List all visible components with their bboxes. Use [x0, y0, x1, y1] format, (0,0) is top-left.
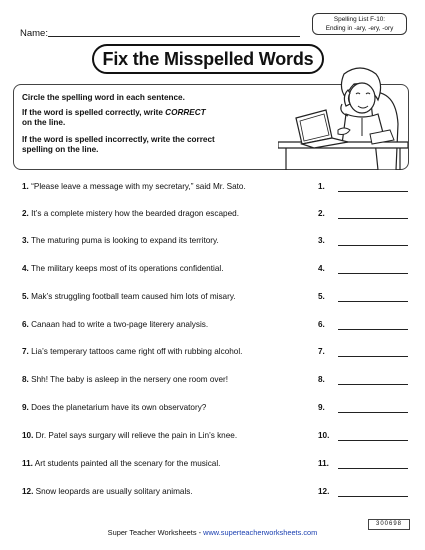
question-row: 1. “Please leave a message with my secretary,” said Mr. Sato. 1. — [22, 182, 408, 196]
answer-line[interactable] — [338, 273, 408, 274]
question-row: 4. The military keeps most of its operations confidential. 4. — [22, 264, 408, 278]
instruction-line-2: If the word is spelled correctly, write CORRECT — [22, 108, 206, 117]
question-row: 9. Does the planetarium have its own observatory? 9. — [22, 403, 408, 417]
answer-line[interactable] — [338, 440, 408, 441]
question-row: 6. Canaan had to write a two-page literery analysis. 6. — [22, 320, 408, 334]
question-row: 2. It’s a complete mistery how the bearded dragon escaped. 2. — [22, 209, 408, 223]
answer-line[interactable] — [338, 245, 408, 246]
question-row: 3. The maturing puma is looking to expand its territory. 3. — [22, 236, 408, 250]
answer-line[interactable] — [338, 218, 408, 219]
answer-line[interactable] — [338, 468, 408, 469]
answer-line[interactable] — [338, 496, 408, 497]
footer-brand: Super Teacher Worksheets - — [107, 528, 204, 537]
question-row: 8. Shh! The baby is asleep in the nersery one room over! 8. — [22, 375, 408, 389]
instruction-line-3b: spelling on the line. — [22, 145, 99, 154]
name-field-line[interactable] — [48, 36, 300, 37]
answer-line[interactable] — [338, 301, 408, 302]
spelling-list-box — [312, 13, 407, 35]
instruction-line-2b: on the line. — [22, 118, 66, 127]
question-row: 5. Mak’s struggling football team caused him lots of misary. 5. — [22, 292, 408, 306]
footer — [0, 528, 425, 537]
answer-line[interactable] — [338, 356, 408, 357]
question-row: 7. Lia’s temperary tattoos came right off with rubbing alcohol. 7. — [22, 347, 408, 361]
instruction-line-3: If the word is spelled incorrectly, write the correct — [22, 135, 215, 144]
question-row: 10. Dr. Patel says surgary will relieve the pain in Lin’s knee. 10. — [22, 431, 408, 445]
spelling-list-subtitle: Ending in -ary, -ery, -ory — [325, 24, 394, 32]
name-label: Name: — [20, 28, 48, 39]
answer-line[interactable] — [338, 191, 408, 192]
question-row: 12. Snow leopards are usually solitary animals. 12. — [22, 487, 408, 501]
secretary-illustration — [278, 64, 408, 170]
worksheet-code: 300698 — [368, 519, 410, 530]
question-row: 11. Art students painted all the scenary for the musical. 11. — [22, 459, 408, 473]
worksheet-title: Fix the Misspelled Words — [92, 44, 324, 74]
answer-line[interactable] — [338, 329, 408, 330]
footer-url-link[interactable]: www.superteacherworksheets.com — [203, 528, 318, 537]
answer-line[interactable] — [338, 412, 408, 413]
answer-line[interactable] — [338, 384, 408, 385]
instruction-line-1: Circle the spelling word in each sentence. — [22, 93, 185, 102]
spelling-list-title: Spelling List F-10: — [333, 16, 386, 23]
